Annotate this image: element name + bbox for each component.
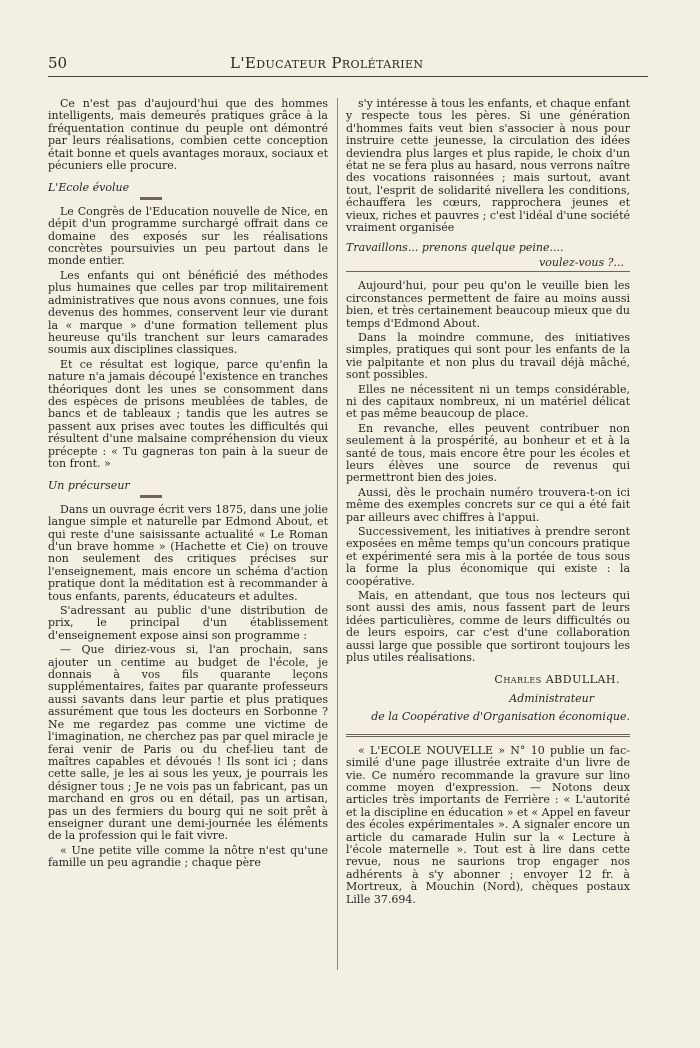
paragraph: Aujourd'hui, pour peu qu'on le veuille bien les circonstances permettent de faire au moins aussi bien, et très certainement beaucoup mieux que du temps d'Edmond About. xyxy=(346,279,630,330)
paragraph: Le Congrès de l'Education nouvelle de Nice, en dépit d'un programme surchargé offrait dans ce domaine des exposés sur les réalisations concrètes poursuivies un peu partout dans le monde entier. xyxy=(48,204,328,268)
paragraph: Aussi, dès le prochain numéro trouvera-t-on ici même des exemples concrets sur ce qui a été fait par ailleurs avec chiffres à l'appui. xyxy=(346,485,630,524)
right-column xyxy=(346,98,630,906)
quote-line: voulez-vous ?... xyxy=(539,255,624,269)
decorative-divider xyxy=(346,734,630,737)
paragraph: Elles ne nécessitent ni un temps considérable, ni des capitaux nombreux, ni un matériel délicat et pas même beaucoup de place. xyxy=(346,382,630,421)
left-column xyxy=(48,98,328,870)
paragraph: Successivement, les initiatives à prendre seront exposées en même temps qu'un concours pratique et expérimenté sera mis à la portée de tous sous la forme la plus économique qui existe : la coopérative. xyxy=(346,525,630,588)
section-ornament xyxy=(140,197,162,200)
section-rule xyxy=(346,271,630,272)
section-heading-precurseur: Un précurseur xyxy=(48,479,130,493)
quote-line: Travaillons... prenons quelque peine.... xyxy=(346,241,564,255)
paragraph: En revanche, elles peuvent contribuer non seulement à la prospérité, au bonheur et et à la santé de tous, mais encore être pour les écoles et leurs élèves une source de revenus qui permettront bien des joies. xyxy=(346,421,630,485)
paragraph: Les enfants qui ont bénéficié des méthodes plus humaines que celles par trop militairement administratives que nous avons connues, une fois devenus des hommes, conservent leur vie durant la « marque » d'une formation tellement plus heureuse qu'ils tranchent sur leurs camarades soumis aux disciplines classiques. xyxy=(48,268,328,357)
paragraph: Ce n'est pas d'aujourd'hui que des hommes intelligents, mais demeurés pratiques grâce à la fréquentation continue du peuple ont démontré par leurs réalisations, combien cette conception était bonne et quels avantages moraux, sociaux et pécuniers elle procure. xyxy=(48,97,328,173)
running-header xyxy=(48,52,648,78)
section-ornament xyxy=(140,495,162,498)
paragraph: — Que diriez-vous si, l'an prochain, sans ajouter un centime au budget de l'école, je donnais à vos fils quarante leçons supplémentaires, faites par quarante professeurs aussi savants dans leur partie et plus pratiques assurément que tous les docteurs en Sorbonne ? Ne me regardez pas comme une victime de l'imagination, ne cherchez pas par quel miracle je ferai venir de Paris ou du chef-lieu tant de maîtres capables et dévoués ! Ils sont ici ; dans cette salle, je les ai sous les yeux, je pourrais les désigner tous ; Je ne vois pas un fabricant, pas un marchand en gros ou en détail, pas un artisan, pas un des fermiers du bourg qui ne soit prêt à enseigner durant une demi-journée les éléments de la profession qui le fait vivre. xyxy=(48,643,328,843)
paragraph: S'adressant au public d'une distribution de prix, le principal d'un établissement d'enseignement expose ainsi son programme : xyxy=(48,604,328,642)
notice-paragraph: « L'ECOLE NOUVELLE » N° 10 publie un fac-similé d'une page illustrée extraite d'un livre de vie. Ce numéro recommande la gravure sur lino comme moyen d'expression. — Notons deux articles très importants de Ferrière : « L'autorité et la discipline en éducation » et « Appel en faveur des écoles expérimentales ». A signaler encore un article du camarade Hulin sur la « Lecture à l'école maternelle ». Tout est à lire dans cette revue, nous ne saurions trop engager nos adhérents à s'y abonner ; envoyer 12 fr. à Mortreux, à Mouchin (Nord), chèques postaux Lille 37.694. xyxy=(346,743,630,906)
paragraph: Dans un ouvrage écrit vers 1875, dans une jolie langue simple et naturelle par Edmond About, et qui reste d'une saisissante actualité « Le Roman d'un brave homme » (Hachette et Cie) on trouve non seulement des critiques précises sur l'enseignement, mais encore un schéma d'action pratique dont la méditation est à recommander à tous enfants, parents, éducateurs et adultes. xyxy=(48,502,328,603)
paragraph: Mais, en attendant, que tous nos lecteurs qui sont aussi des amis, nous fassent part de leurs idées particulières, comme de leurs difficultés ou de leurs espoirs, car c'est d'une collaboration aussi large que possible que sortiront toujours les plus utiles réalisations. xyxy=(346,589,630,665)
header-rule xyxy=(48,76,648,77)
paragraph: « Une petite ville comme la nôtre n'est qu'une famille un peu agrandie ; chaque père xyxy=(48,843,328,870)
author-organization: de la Coopérative d'Organisation économique. xyxy=(371,710,630,724)
paragraph: Et ce résultat est logique, parce qu'enfin la nature n'a jamais découpé l'existence en tranches théoriques dont les unes se consomment dans des espèces de prisons meublées de tables, de bancs et de tableaux ; tandis que les autres se passent aux prises avec toutes les difficultés qui résultent d'une malsaine compréhension du vieux précepte : « Tu gagneras ton pain à la sueur de ton front. » xyxy=(48,357,328,470)
author-signature: Charles ABDULLAH. xyxy=(494,673,620,687)
page-number: 50 xyxy=(48,54,68,72)
paragraph: s'y intéresse à tous les enfants, et chaque enfant y respecte tous les pères. Si une génération d'hommes faits veut bien s'associer à nous pour instruire cette jeunesse, la circulation des idées deviendra plus larges et plus rapide, le choix d'un état ne se fera plus au hasard, nous verrons naître des vocations raisonnées ; mais surtout, avant tout, l'esprit de solidarité nivellera les conditions, échauffera les cœurs, rapprochera jeunes et vieux, riches et pauvres ; c'est l'idéal d'une société vraiment organisée xyxy=(346,97,630,235)
column-divider xyxy=(337,98,338,970)
paragraph: Dans la moindre commune, des initiatives simples, pratiques qui sont pour les enfants de la vie palpitante et non plus du travail déjà mâché, sont possibles. xyxy=(346,330,630,382)
journal-title: L'Educateur Prolétarien xyxy=(230,54,424,72)
section-heading-ecole: L'Ecole évolue xyxy=(48,181,130,195)
author-role: Administrateur xyxy=(509,691,594,705)
